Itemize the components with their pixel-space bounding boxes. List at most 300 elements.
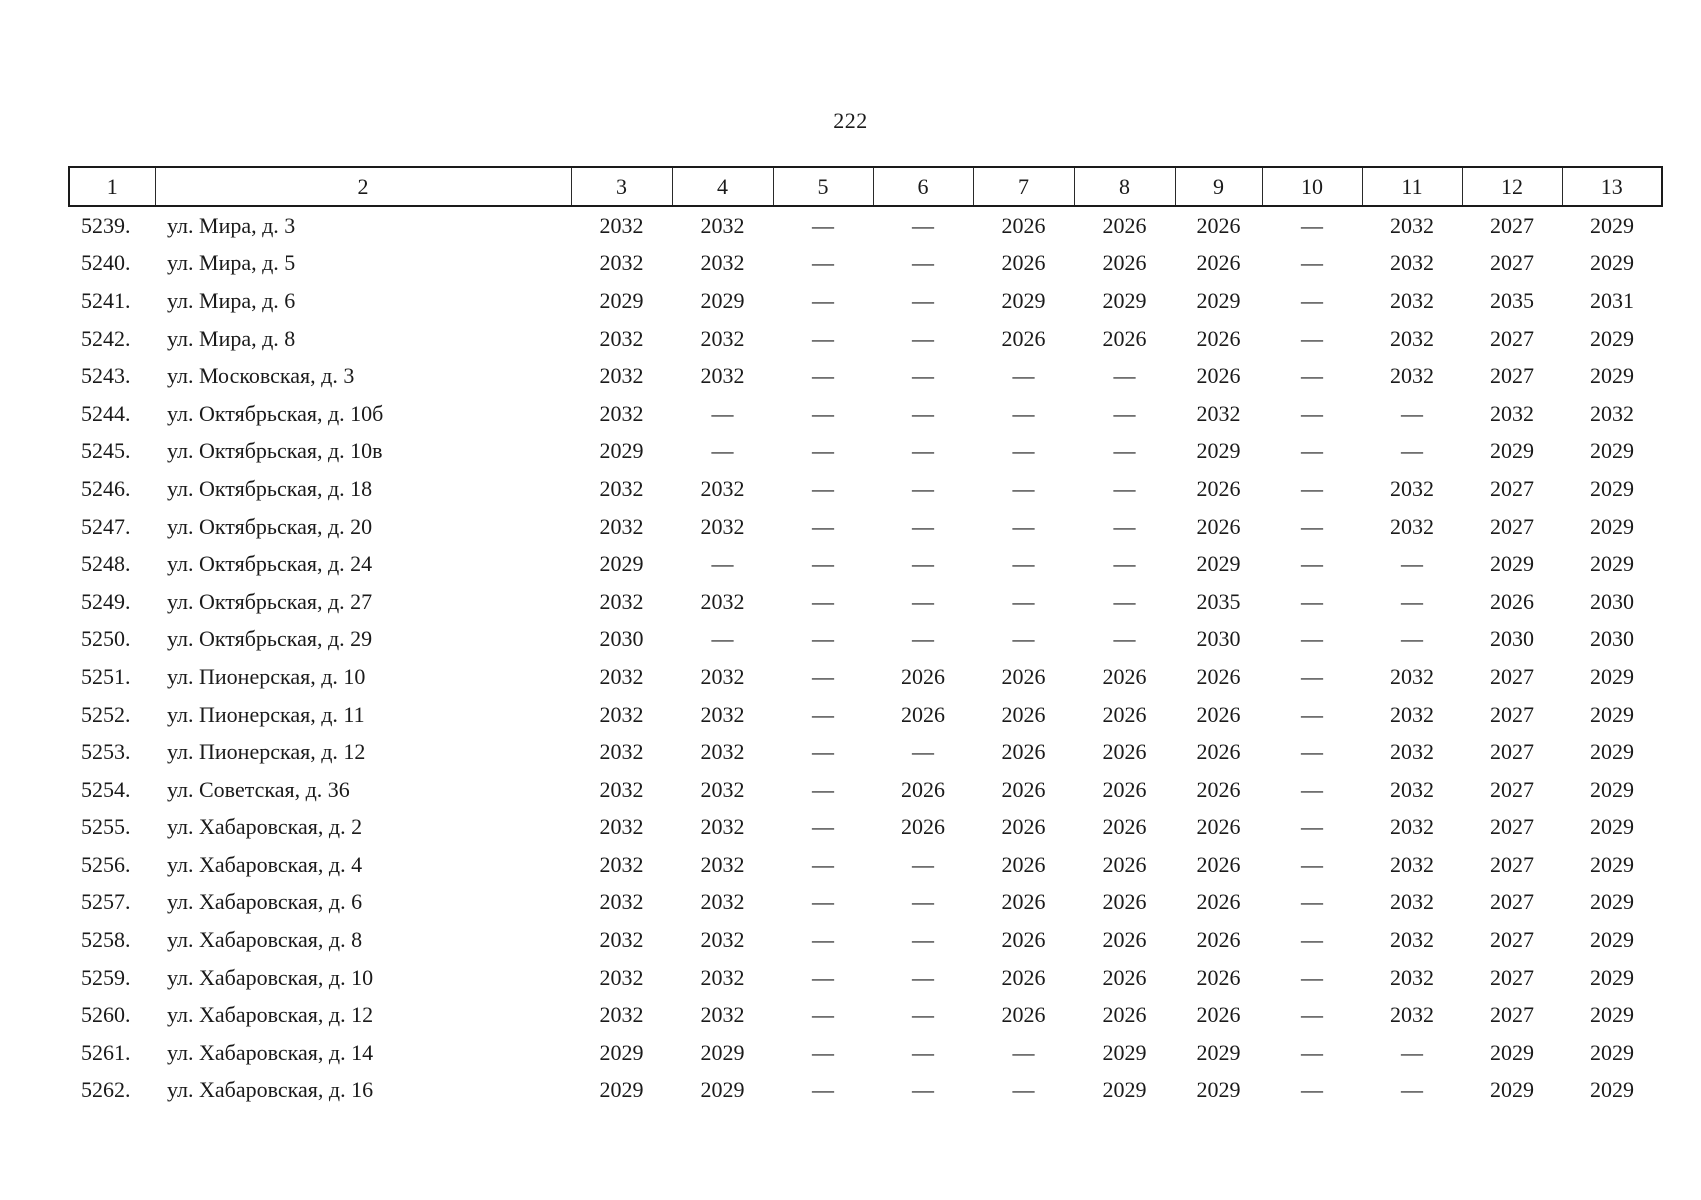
year-cell-col-3: 2030 bbox=[599, 626, 644, 652]
address-cell: ул. Хабаровская, д. 8 bbox=[167, 927, 363, 953]
year-cell-col-8: 2029 bbox=[1102, 1077, 1147, 1103]
year-cell-col-12: 2027 bbox=[1490, 701, 1534, 727]
year-cell-col-9: 2026 bbox=[1196, 663, 1241, 689]
year-cell-col-13: 2029 bbox=[1590, 325, 1634, 351]
year-cell-col-5: — bbox=[812, 626, 834, 652]
year-cell-col-7: — bbox=[1012, 513, 1035, 539]
year-cell-col-3: 2032 bbox=[599, 701, 644, 727]
year-cell-col-12: 2027 bbox=[1490, 739, 1534, 765]
year-cell-col-9: 2032 bbox=[1196, 400, 1241, 426]
year-cell-col-10: — bbox=[1301, 1039, 1323, 1065]
year-cell-col-8: — bbox=[1113, 400, 1136, 426]
column-header-6: 6 bbox=[873, 167, 973, 206]
year-cell-col-11: 2032 bbox=[1390, 663, 1434, 689]
year-cell-col-13: 2029 bbox=[1590, 1077, 1634, 1103]
year-cell-col-5: — bbox=[812, 588, 834, 614]
year-cell-col-11: 2032 bbox=[1390, 212, 1434, 238]
address-cell: ул. Хабаровская, д. 6 bbox=[167, 889, 363, 915]
year-cell-col-7: 2026 bbox=[1001, 964, 1046, 990]
row-number: 5242. bbox=[81, 325, 131, 351]
row-number: 5261. bbox=[81, 1039, 131, 1065]
year-cell-col-8: 2026 bbox=[1102, 776, 1147, 802]
year-cell-col-10: — bbox=[1301, 814, 1323, 840]
year-cell-col-11: 2032 bbox=[1390, 1002, 1434, 1028]
year-cell-col-9: 2026 bbox=[1196, 889, 1241, 915]
year-cell-col-9: 2030 bbox=[1196, 626, 1241, 652]
year-cell-col-3: 2032 bbox=[599, 814, 644, 840]
year-cell-col-8: 2026 bbox=[1102, 325, 1147, 351]
row-number: 5254. bbox=[81, 776, 131, 802]
year-cell-col-10: — bbox=[1301, 250, 1323, 276]
year-cell-col-5: — bbox=[812, 851, 834, 877]
year-cell-col-3: 2032 bbox=[599, 363, 644, 389]
year-cell-col-3: 2029 bbox=[599, 1039, 644, 1065]
year-cell-col-12: 2027 bbox=[1490, 325, 1534, 351]
year-cell-col-6: — bbox=[912, 588, 934, 614]
year-cell-col-11: — bbox=[1401, 400, 1423, 426]
year-cell-col-6: — bbox=[912, 1002, 934, 1028]
year-cell-col-10: — bbox=[1301, 325, 1323, 351]
year-cell-col-4: — bbox=[711, 400, 734, 426]
year-cell-col-12: 2029 bbox=[1490, 551, 1534, 577]
year-cell-col-9: 2026 bbox=[1196, 927, 1241, 953]
year-cell-col-3: 2032 bbox=[599, 475, 644, 501]
table-row bbox=[69, 996, 1662, 1034]
address-cell: ул. Мира, д. 3 bbox=[167, 212, 296, 238]
table-row bbox=[69, 884, 1662, 922]
year-cell-col-4: 2029 bbox=[700, 1039, 745, 1065]
year-cell-col-10: — bbox=[1301, 964, 1323, 990]
table-row bbox=[69, 245, 1662, 283]
year-cell-col-3: 2029 bbox=[599, 287, 644, 313]
year-cell-col-4: 2032 bbox=[700, 814, 745, 840]
year-cell-col-6: — bbox=[912, 363, 934, 389]
year-cell-col-3: 2032 bbox=[599, 513, 644, 539]
table-row bbox=[69, 921, 1662, 959]
year-cell-col-10: — bbox=[1301, 626, 1323, 652]
year-cell-col-13: 2029 bbox=[1590, 964, 1634, 990]
year-cell-col-4: 2032 bbox=[700, 250, 745, 276]
address-cell: ул. Пионерская, д. 12 bbox=[167, 739, 366, 765]
year-cell-col-10: — bbox=[1301, 588, 1323, 614]
year-cell-col-4: 2032 bbox=[700, 964, 745, 990]
year-cell-col-7: — bbox=[1012, 438, 1035, 464]
year-cell-col-11: 2032 bbox=[1390, 363, 1434, 389]
year-cell-col-7: 2026 bbox=[1001, 927, 1046, 953]
year-cell-col-4: 2032 bbox=[700, 325, 745, 351]
address-cell: ул. Советская, д. 36 bbox=[167, 776, 350, 802]
year-cell-col-8: 2026 bbox=[1102, 814, 1147, 840]
table-row bbox=[69, 733, 1662, 771]
year-cell-col-5: — bbox=[812, 964, 834, 990]
year-cell-col-10: — bbox=[1301, 513, 1323, 539]
year-cell-col-8: 2026 bbox=[1102, 701, 1147, 727]
year-cell-col-5: — bbox=[812, 701, 834, 727]
year-cell-col-7: — bbox=[1012, 551, 1035, 577]
year-cell-col-11: 2032 bbox=[1390, 701, 1434, 727]
year-cell-col-6: — bbox=[912, 927, 934, 953]
row-number: 5240. bbox=[81, 250, 131, 276]
year-cell-col-13: 2029 bbox=[1590, 927, 1634, 953]
year-cell-col-5: — bbox=[812, 739, 834, 765]
year-cell-col-9: 2026 bbox=[1196, 739, 1241, 765]
year-cell-col-11: 2032 bbox=[1390, 851, 1434, 877]
year-cell-col-11: — bbox=[1401, 438, 1423, 464]
year-cell-col-10: — bbox=[1301, 551, 1323, 577]
row-number: 5245. bbox=[81, 438, 131, 464]
year-cell-col-8: — bbox=[1113, 513, 1136, 539]
year-cell-col-12: 2032 bbox=[1490, 400, 1534, 426]
year-cell-col-7: — bbox=[1012, 363, 1035, 389]
year-cell-col-4: 2032 bbox=[700, 588, 745, 614]
year-cell-col-5: — bbox=[812, 250, 834, 276]
year-cell-col-7: — bbox=[1012, 400, 1035, 426]
year-cell-col-5: — bbox=[812, 814, 834, 840]
year-cell-col-3: 2032 bbox=[599, 250, 644, 276]
year-cell-col-3: 2032 bbox=[599, 889, 644, 915]
year-cell-col-11: 2032 bbox=[1390, 776, 1434, 802]
year-cell-col-4: 2032 bbox=[700, 701, 745, 727]
year-cell-col-10: — bbox=[1301, 889, 1323, 915]
year-cell-col-3: 2032 bbox=[599, 851, 644, 877]
year-cell-col-5: — bbox=[812, 438, 834, 464]
year-cell-col-13: 2029 bbox=[1590, 701, 1634, 727]
table-row bbox=[69, 470, 1662, 508]
year-cell-col-12: 2027 bbox=[1490, 513, 1534, 539]
year-cell-col-12: 2027 bbox=[1490, 776, 1534, 802]
year-cell-col-4: 2032 bbox=[700, 663, 745, 689]
year-cell-col-6: — bbox=[912, 250, 934, 276]
year-cell-col-9: 2026 bbox=[1196, 814, 1241, 840]
address-cell: ул. Пионерская, д. 10 bbox=[167, 663, 366, 689]
address-cell: ул. Октябрьская, д. 10в bbox=[167, 438, 383, 464]
year-cell-col-13: 2029 bbox=[1590, 776, 1634, 802]
address-cell: ул. Хабаровская, д. 4 bbox=[167, 851, 363, 877]
year-cell-col-12: 2029 bbox=[1490, 1039, 1534, 1065]
table-row bbox=[69, 1072, 1662, 1110]
year-cell-col-11: 2032 bbox=[1390, 325, 1434, 351]
year-cell-col-13: 2029 bbox=[1590, 663, 1634, 689]
year-cell-col-5: — bbox=[812, 1077, 834, 1103]
table-row bbox=[69, 545, 1662, 583]
address-cell: ул. Хабаровская, д. 14 bbox=[167, 1039, 374, 1065]
page-number: 222 bbox=[833, 108, 868, 133]
year-cell-col-10: — bbox=[1301, 739, 1323, 765]
year-cell-col-7: 2026 bbox=[1001, 663, 1046, 689]
year-cell-col-9: 2029 bbox=[1196, 1077, 1241, 1103]
year-cell-col-13: 2029 bbox=[1590, 1039, 1634, 1065]
year-cell-col-7: 2026 bbox=[1001, 212, 1046, 238]
year-cell-col-8: — bbox=[1113, 363, 1136, 389]
year-cell-col-9: 2029 bbox=[1196, 551, 1241, 577]
year-cell-col-6: — bbox=[912, 739, 934, 765]
year-cell-col-9: 2029 bbox=[1196, 438, 1241, 464]
year-cell-col-4: 2032 bbox=[700, 1002, 745, 1028]
row-number: 5250. bbox=[81, 626, 131, 652]
year-cell-col-11: — bbox=[1401, 588, 1423, 614]
year-cell-col-3: 2032 bbox=[599, 588, 644, 614]
year-cell-col-7: — bbox=[1012, 588, 1035, 614]
year-cell-col-10: — bbox=[1301, 400, 1323, 426]
row-number: 5248. bbox=[81, 551, 131, 577]
table-row bbox=[69, 433, 1662, 471]
year-cell-col-6: — bbox=[912, 400, 934, 426]
year-cell-col-11: 2032 bbox=[1390, 889, 1434, 915]
year-cell-col-4: 2032 bbox=[700, 851, 745, 877]
year-cell-col-10: — bbox=[1301, 851, 1323, 877]
year-cell-col-6: — bbox=[912, 964, 934, 990]
year-cell-col-13: 2029 bbox=[1590, 363, 1634, 389]
year-cell-col-6: — bbox=[912, 551, 934, 577]
year-cell-col-7: 2026 bbox=[1001, 250, 1046, 276]
table-row bbox=[69, 282, 1662, 320]
year-cell-col-4: 2032 bbox=[700, 212, 745, 238]
year-cell-col-8: 2026 bbox=[1102, 739, 1147, 765]
row-number: 5262. bbox=[81, 1077, 131, 1103]
year-cell-col-11: 2032 bbox=[1390, 964, 1434, 990]
year-cell-col-9: 2026 bbox=[1196, 964, 1241, 990]
row-number: 5247. bbox=[81, 513, 131, 539]
year-cell-col-8: 2029 bbox=[1102, 1039, 1147, 1065]
year-cell-col-5: — bbox=[812, 889, 834, 915]
schedule-table bbox=[68, 166, 1663, 1109]
year-cell-col-11: 2032 bbox=[1390, 927, 1434, 953]
year-cell-col-5: — bbox=[812, 551, 834, 577]
address-cell: ул. Октябрьская, д. 20 bbox=[167, 513, 373, 539]
year-cell-col-4: 2032 bbox=[700, 363, 745, 389]
year-cell-col-10: — bbox=[1301, 438, 1323, 464]
year-cell-col-4: 2032 bbox=[700, 513, 745, 539]
year-cell-col-10: — bbox=[1301, 363, 1323, 389]
year-cell-col-12: 2027 bbox=[1490, 250, 1534, 276]
year-cell-col-11: — bbox=[1401, 1039, 1423, 1065]
year-cell-col-12: 2030 bbox=[1490, 626, 1534, 652]
year-cell-col-13: 2029 bbox=[1590, 438, 1634, 464]
address-cell: ул. Московская, д. 3 bbox=[167, 363, 355, 389]
year-cell-col-6: 2026 bbox=[901, 776, 945, 802]
address-cell: ул. Мира, д. 5 bbox=[167, 250, 296, 276]
year-cell-col-11: 2032 bbox=[1390, 814, 1434, 840]
address-cell: ул. Мира, д. 6 bbox=[167, 287, 296, 313]
year-cell-col-9: 2026 bbox=[1196, 250, 1241, 276]
year-cell-col-6: — bbox=[912, 1039, 934, 1065]
year-cell-col-5: — bbox=[812, 325, 834, 351]
year-cell-col-6: — bbox=[912, 287, 934, 313]
year-cell-col-10: — bbox=[1301, 475, 1323, 501]
year-cell-col-12: 2027 bbox=[1490, 814, 1534, 840]
year-cell-col-6: — bbox=[912, 851, 934, 877]
year-cell-col-5: — bbox=[812, 927, 834, 953]
year-cell-col-12: 2027 bbox=[1490, 475, 1534, 501]
year-cell-col-8: 2026 bbox=[1102, 964, 1147, 990]
year-cell-col-6: — bbox=[912, 1077, 934, 1103]
year-cell-col-5: — bbox=[812, 287, 834, 313]
year-cell-col-3: 2032 bbox=[599, 964, 644, 990]
year-cell-col-3: 2029 bbox=[599, 438, 644, 464]
year-cell-col-3: 2032 bbox=[599, 927, 644, 953]
table-row bbox=[69, 320, 1662, 358]
year-cell-col-5: — bbox=[812, 1039, 834, 1065]
year-cell-col-9: 2029 bbox=[1196, 287, 1241, 313]
year-cell-col-6: — bbox=[912, 438, 934, 464]
year-cell-col-5: — bbox=[812, 513, 834, 539]
year-cell-col-11: — bbox=[1401, 551, 1423, 577]
year-cell-col-13: 2029 bbox=[1590, 814, 1634, 840]
row-number: 5243. bbox=[81, 363, 131, 389]
year-cell-col-10: — bbox=[1301, 287, 1323, 313]
year-cell-col-3: 2029 bbox=[599, 1077, 644, 1103]
address-cell: ул. Хабаровская, д. 12 bbox=[167, 1002, 374, 1028]
year-cell-col-11: 2032 bbox=[1390, 475, 1434, 501]
year-cell-col-8: — bbox=[1113, 475, 1136, 501]
year-cell-col-6: 2026 bbox=[901, 814, 945, 840]
year-cell-col-7: 2029 bbox=[1001, 287, 1046, 313]
year-cell-col-8: — bbox=[1113, 626, 1136, 652]
row-number: 5241. bbox=[81, 287, 131, 313]
year-cell-col-3: 2032 bbox=[599, 1002, 644, 1028]
table-row bbox=[69, 621, 1662, 659]
address-cell: ул. Хабаровская, д. 10 bbox=[167, 964, 374, 990]
table-row bbox=[69, 771, 1662, 809]
column-header-4: 4 bbox=[672, 167, 773, 206]
row-number: 5256. bbox=[81, 851, 131, 877]
year-cell-col-11: — bbox=[1401, 1077, 1423, 1103]
table-row bbox=[69, 206, 1662, 245]
year-cell-col-12: 2027 bbox=[1490, 1002, 1534, 1028]
column-header-3: 3 bbox=[571, 167, 672, 206]
year-cell-col-13: 2029 bbox=[1590, 475, 1634, 501]
year-cell-col-3: 2032 bbox=[599, 776, 644, 802]
year-cell-col-8: 2026 bbox=[1102, 1002, 1147, 1028]
year-cell-col-4: — bbox=[711, 438, 734, 464]
year-cell-col-9: 2026 bbox=[1196, 325, 1241, 351]
column-header-7: 7 bbox=[973, 167, 1074, 206]
row-number: 5258. bbox=[81, 927, 131, 953]
year-cell-col-4: 2029 bbox=[700, 287, 745, 313]
year-cell-col-13: 2029 bbox=[1590, 739, 1634, 765]
year-cell-col-12: 2027 bbox=[1490, 927, 1534, 953]
year-cell-col-10: — bbox=[1301, 927, 1323, 953]
year-cell-col-13: 2029 bbox=[1590, 889, 1634, 915]
year-cell-col-4: 2032 bbox=[700, 927, 745, 953]
year-cell-col-9: 2035 bbox=[1196, 588, 1241, 614]
year-cell-col-3: 2029 bbox=[599, 551, 644, 577]
year-cell-col-4: — bbox=[711, 626, 734, 652]
row-number: 5239. bbox=[81, 212, 131, 238]
address-cell: ул. Октябрьская, д. 10б bbox=[167, 400, 384, 426]
year-cell-col-6: — bbox=[912, 889, 934, 915]
year-cell-col-4: — bbox=[711, 551, 734, 577]
table-row bbox=[69, 508, 1662, 546]
address-cell: ул. Октябрьская, д. 29 bbox=[167, 626, 373, 652]
year-cell-col-6: 2026 bbox=[901, 663, 945, 689]
year-cell-col-8: 2026 bbox=[1102, 927, 1147, 953]
year-cell-col-13: 2029 bbox=[1590, 851, 1634, 877]
year-cell-col-9: 2026 bbox=[1196, 701, 1241, 727]
year-cell-col-4: 2032 bbox=[700, 475, 745, 501]
year-cell-col-8: 2029 bbox=[1102, 287, 1147, 313]
table-row bbox=[69, 583, 1662, 621]
address-cell: ул. Октябрьская, д. 18 bbox=[167, 475, 373, 501]
year-cell-col-12: 2035 bbox=[1490, 287, 1534, 313]
table-header bbox=[69, 167, 1662, 206]
year-cell-col-11: 2032 bbox=[1390, 739, 1434, 765]
address-cell: ул. Октябрьская, д. 24 bbox=[167, 551, 373, 577]
year-cell-col-3: 2032 bbox=[599, 212, 644, 238]
year-cell-col-12: 2029 bbox=[1490, 1077, 1534, 1103]
year-cell-col-9: 2026 bbox=[1196, 212, 1241, 238]
year-cell-col-12: 2027 bbox=[1490, 363, 1534, 389]
address-cell: ул. Хабаровская, д. 16 bbox=[167, 1077, 374, 1103]
year-cell-col-8: 2026 bbox=[1102, 663, 1147, 689]
column-header-11: 11 bbox=[1362, 167, 1462, 206]
year-cell-col-13: 2030 bbox=[1590, 588, 1634, 614]
row-number: 5260. bbox=[81, 1002, 131, 1028]
year-cell-col-12: 2026 bbox=[1490, 588, 1534, 614]
year-cell-col-4: 2032 bbox=[700, 739, 745, 765]
year-cell-col-3: 2032 bbox=[599, 739, 644, 765]
column-header-10: 10 bbox=[1262, 167, 1362, 206]
year-cell-col-7: 2026 bbox=[1001, 739, 1046, 765]
year-cell-col-7: — bbox=[1012, 1077, 1035, 1103]
year-cell-col-10: — bbox=[1301, 1002, 1323, 1028]
year-cell-col-9: 2026 bbox=[1196, 475, 1241, 501]
year-cell-col-6: — bbox=[912, 325, 934, 351]
year-cell-col-5: — bbox=[812, 400, 834, 426]
year-cell-col-3: 2032 bbox=[599, 400, 644, 426]
year-cell-col-10: — bbox=[1301, 776, 1323, 802]
table-row bbox=[69, 357, 1662, 395]
table-row bbox=[69, 846, 1662, 884]
year-cell-col-11: 2032 bbox=[1390, 513, 1434, 539]
year-cell-col-6: — bbox=[912, 475, 934, 501]
column-header-9: 9 bbox=[1175, 167, 1262, 206]
year-cell-col-12: 2029 bbox=[1490, 438, 1534, 464]
year-cell-col-7: — bbox=[1012, 475, 1035, 501]
year-cell-col-10: — bbox=[1301, 663, 1323, 689]
year-cell-col-3: 2032 bbox=[599, 325, 644, 351]
year-cell-col-11: — bbox=[1401, 626, 1423, 652]
year-cell-col-7: 2026 bbox=[1001, 889, 1046, 915]
table-body bbox=[69, 206, 1662, 1109]
column-header-13: 13 bbox=[1562, 167, 1662, 206]
column-header-2: 2 bbox=[155, 167, 571, 206]
year-cell-col-10: — bbox=[1301, 701, 1323, 727]
row-number: 5255. bbox=[81, 814, 131, 840]
year-cell-col-5: — bbox=[812, 475, 834, 501]
year-cell-col-9: 2026 bbox=[1196, 776, 1241, 802]
row-number: 5246. bbox=[81, 475, 131, 501]
year-cell-col-8: — bbox=[1113, 551, 1136, 577]
row-number: 5244. bbox=[81, 400, 131, 426]
row-number: 5257. bbox=[81, 889, 131, 915]
column-header-12: 12 bbox=[1462, 167, 1562, 206]
year-cell-col-12: 2027 bbox=[1490, 851, 1534, 877]
year-cell-col-12: 2027 bbox=[1490, 663, 1534, 689]
year-cell-col-5: — bbox=[812, 363, 834, 389]
year-cell-col-5: — bbox=[812, 212, 834, 238]
year-cell-col-4: 2032 bbox=[700, 776, 745, 802]
address-cell: ул. Пионерская, д. 11 bbox=[167, 701, 365, 727]
year-cell-col-6: 2026 bbox=[901, 701, 945, 727]
year-cell-col-7: 2026 bbox=[1001, 776, 1046, 802]
year-cell-col-5: — bbox=[812, 776, 834, 802]
row-number: 5251. bbox=[81, 663, 131, 689]
year-cell-col-3: 2032 bbox=[599, 663, 644, 689]
row-number: 5252. bbox=[81, 701, 131, 727]
address-cell: ул. Мира, д. 8 bbox=[167, 325, 296, 351]
column-header-1: 1 bbox=[69, 167, 155, 206]
